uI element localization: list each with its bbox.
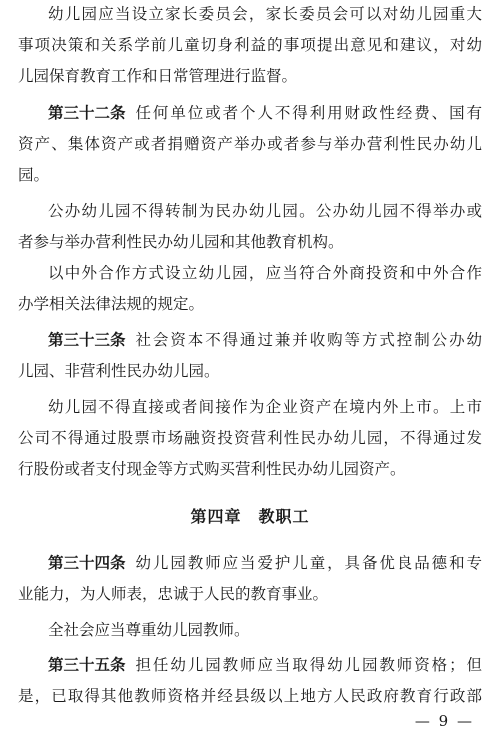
text-line: 园。	[18, 166, 50, 184]
text-line: 者参与举办营利性民办幼儿园和其他教育机构。	[18, 233, 344, 251]
text-line: 幼儿园教师应当爱护儿童，具备优良品德和专	[135, 554, 482, 572]
text-line: 社会资本不得通过兼并收购等方式控制公办幼	[135, 331, 482, 349]
text-line: 幼儿园不得直接或者间接作为企业资产在境内外上市。上市	[48, 398, 482, 416]
text-line: 公司不得通过股票市场融资投资营利性民办幼儿园，不得通过发	[18, 429, 482, 447]
text-line: 办学相关法律法规的规定。	[18, 295, 205, 313]
text-line: 儿园保育教育工作和日常管理进行监督。	[18, 67, 298, 85]
article-35-line	[48, 655, 482, 675]
page-number: — 9 —	[414, 712, 474, 730]
article-34-line	[48, 553, 482, 573]
text-line: 业能力，为人师表，忠诚于人民的教育事业。	[18, 585, 329, 603]
article-32-label: 第三十二条	[48, 104, 126, 122]
article-33-label: 第三十三条	[48, 331, 126, 349]
chapter-heading: 第四章 教职工	[190, 507, 310, 526]
article-35-label: 第三十五条	[48, 656, 126, 674]
article-33-line	[48, 330, 482, 350]
text-line: 幼儿园应当设立家长委员会，家长委员会可以对幼儿园重大	[48, 5, 482, 23]
text-line: 是，已取得其他教师资格并经县级以上地方人民政府教育行政部	[18, 687, 482, 705]
article-34-label: 第三十四条	[48, 554, 126, 572]
text-line: 事项决策和关系学前儿童切身利益的事项提出意见和建议，对幼	[18, 36, 482, 54]
text-line: 儿园、非营利性民办幼儿园。	[18, 362, 220, 380]
text-line: 公办幼儿园不得转制为民办幼儿园。公办幼儿园不得举办或	[48, 202, 482, 220]
text-line: 全社会应当尊重幼儿园教师。	[48, 621, 250, 639]
text-line: 资产、集体资产或者捐赠资产举办或者参与举办营利性民办幼儿	[18, 135, 482, 153]
text-line: 以中外合作方式设立幼儿园，应当符合外商投资和中外合作	[48, 264, 482, 282]
text-line: 行股份或者支付现金等方式购买营利性民办幼儿园资产。	[18, 460, 406, 478]
text-line: 担任幼儿园教师应当取得幼儿园教师资格；但	[135, 656, 482, 674]
text-line: 任何单位或者个人不得利用财政性经费、国有	[135, 104, 482, 122]
article-32-line	[48, 103, 482, 123]
